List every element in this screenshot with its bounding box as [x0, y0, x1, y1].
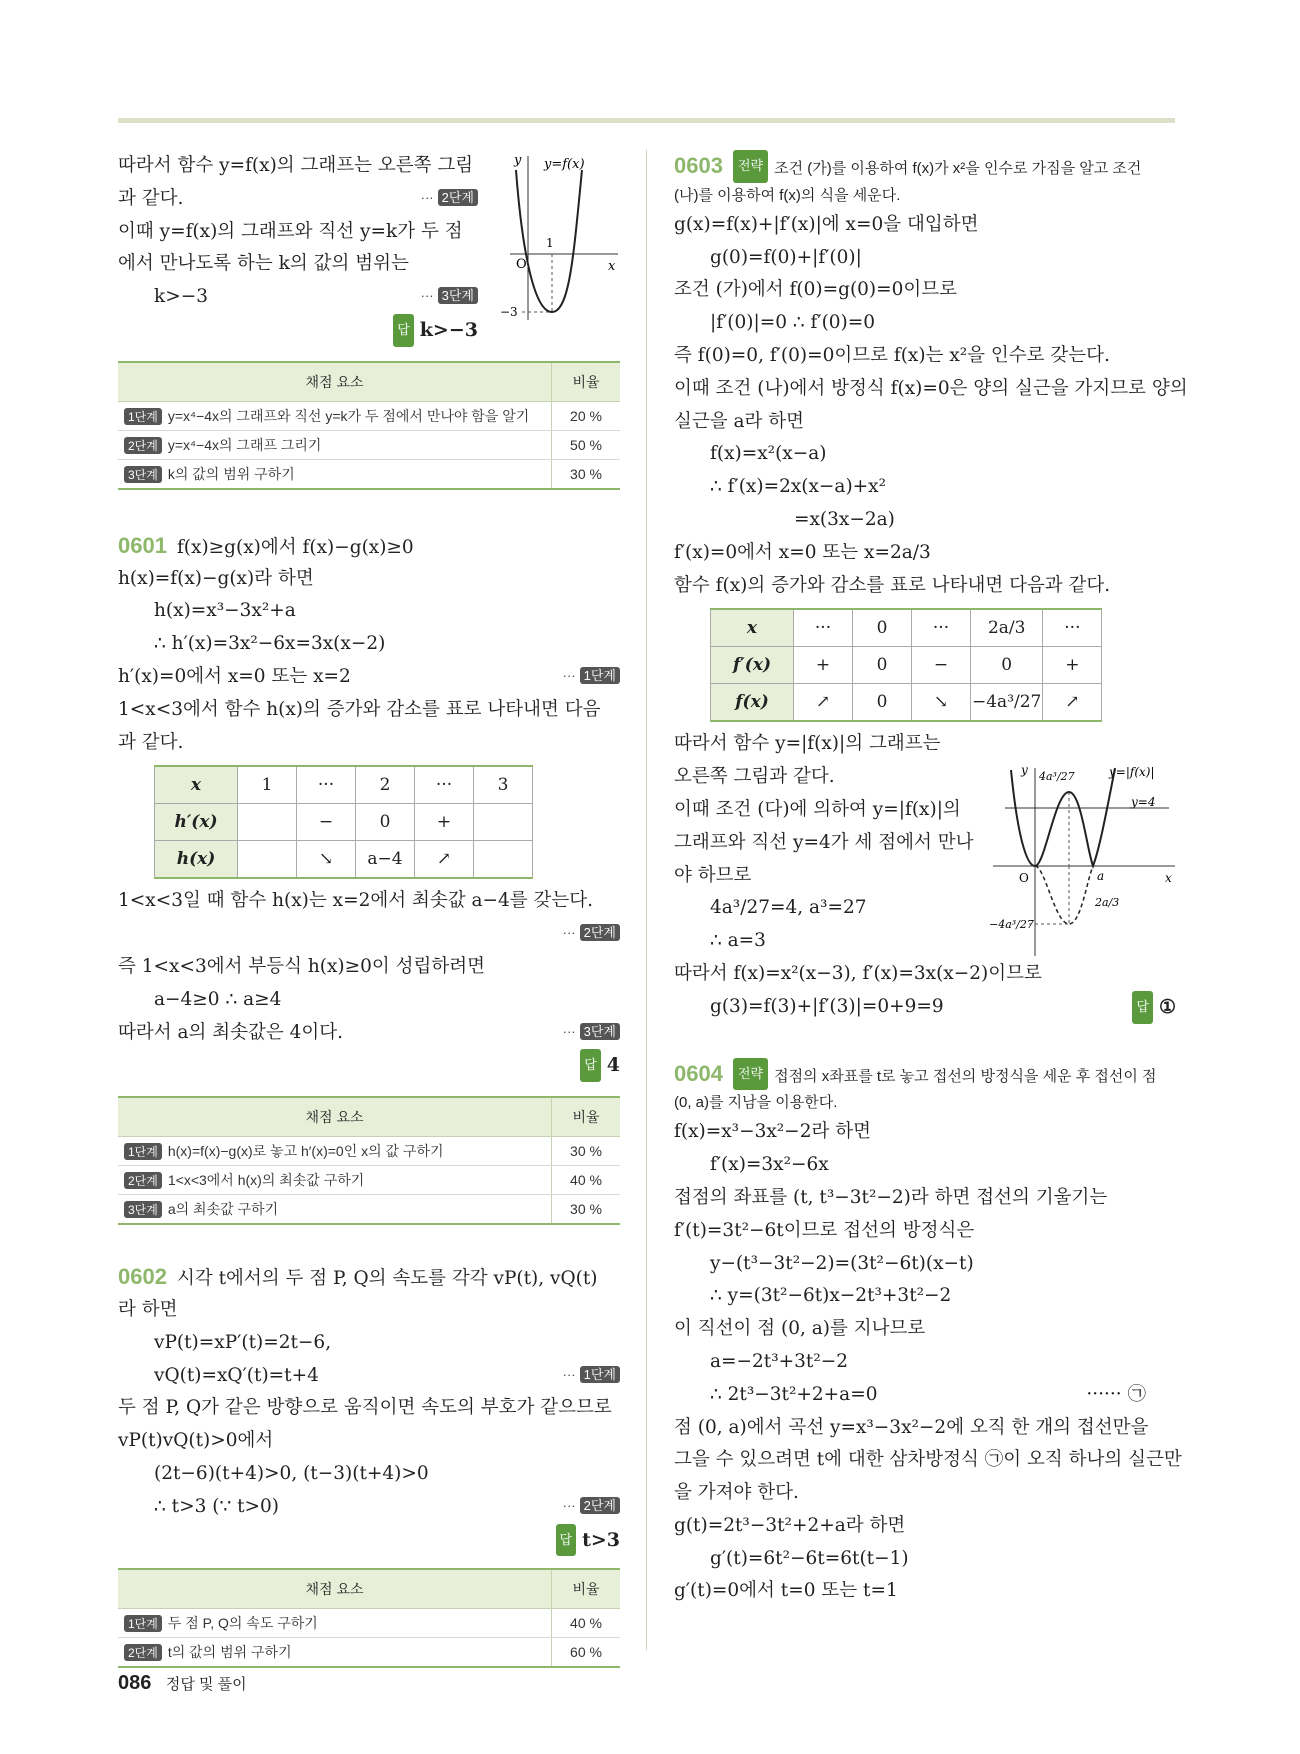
text-line: g(x)=f(x)+|f′(x)|에 x=0을 대입하면: [674, 213, 979, 235]
axis-y-label: y: [514, 153, 522, 168]
text-line: 1<x<3일 때 함수 h(x)는 x=2에서 최솟값 a−4를 갖는다.: [118, 890, 594, 912]
min-label: −4a³/27: [989, 918, 1034, 931]
step-badge: 1단계: [580, 667, 620, 684]
text-line: g(t)=2t³−3t²+2+a라 하면: [674, 1514, 906, 1536]
column-divider: [646, 150, 647, 1650]
text-line: 0604 전략 접점의 x좌표를 t로 놓고 접선의 방정식을 세운 후 접선이 점: [674, 1058, 1176, 1091]
variation-table-0603: x ··· 0 ··· 2a/3 ··· f′(x) + 0 − 0 + f(x) ↗ 0 ↘ −4a³/27 ↗: [710, 608, 1102, 722]
step-badge: 2단계: [580, 924, 620, 941]
scoring-table-0600: [118, 361, 620, 490]
text-line: 따라서 a의 최솟값은 4이다. ··· 3단계: [118, 1017, 620, 1050]
table-row: 2단계 1<x<3에서 h(x)의 최솟값 구하기 40 %: [118, 1166, 620, 1195]
text-line: 함수 f(x)의 증가와 감소를 표로 나타내면 다음과 같다.: [674, 574, 1111, 596]
step-badge: 3단계: [438, 287, 478, 304]
text-line: (나)를 이용하여 f(x)의 식을 세운다.: [674, 186, 901, 204]
text-line: 과 같다.: [118, 731, 184, 753]
tick-label: −3: [500, 305, 518, 319]
origin-label: O: [516, 257, 527, 272]
table-row: 3단계 a의 최솟값 구하기 30 %: [118, 1195, 620, 1225]
text-line: 따라서 함수 y=|f(x)|의 그래프는: [674, 733, 941, 755]
text-line: 4a³/27=4, a³=27: [710, 897, 867, 919]
text-line: 그을 수 있으려면 t에 대한 삼차방정식 ㉠이 오직 하나의 실근만: [674, 1449, 1182, 1471]
text-line: |f′(0)|=0 ∴ f′(0)=0: [710, 312, 876, 334]
table-row: 3단계 k의 값의 범위 구하기 30 %: [118, 459, 620, 489]
text-line: (0, a)를 지남을 이용한다.: [674, 1094, 838, 1112]
footer-label: 정답 및 풀이: [165, 1676, 247, 1693]
text-line: vP(t)=xP′(t)=2t−6,: [154, 1331, 332, 1353]
table-header: 비율: [552, 362, 621, 402]
page-number: 086: [118, 1672, 152, 1694]
tactic-badge: 전략: [733, 1058, 768, 1091]
text-line: ∴ a=3: [710, 930, 766, 952]
text-line: ∴ f′(x)=2x(x−a)+x²: [710, 476, 887, 498]
text-line: 을 가져야 한다.: [674, 1482, 799, 1504]
text-line: a=−2t³+3t²−2: [710, 1350, 849, 1372]
text-line: 0601 f(x)≥g(x)에서 f(x)−g(x)≥0: [118, 532, 414, 558]
text-line: 이때 y=f(x)의 그래프와 직선 y=k가 두 점: [118, 220, 463, 242]
line-label: y=4: [1131, 795, 1156, 809]
abs-cubic-graph: [989, 760, 1179, 960]
text-line: 따라서 f(x)=x²(x−3), f′(x)=3x(x−2)이므로: [674, 962, 1042, 984]
text-line: 즉 1<x<3에서 부등식 h(x)≥0이 성립하려면: [118, 955, 486, 977]
text-line: 즉 f(0)=0, f′(0)=0이므로 f(x)는 x²을 인수로 갖는다.: [674, 344, 1110, 366]
text-line: vP(t)vQ(t)>0에서: [118, 1430, 274, 1452]
text-line: 1<x<3에서 함수 h(x)의 증가와 감소를 표로 나타내면 다음: [118, 698, 601, 720]
text-line: ∴ 2t³−3t²+2+a=0 ······ ㉠: [674, 1379, 1176, 1412]
text-line: 야 하므로: [674, 864, 752, 886]
text-line: 접점의 좌표를 (t, t³−3t²−2)라 하면 접선의 기울기는: [674, 1186, 1108, 1208]
text-line: f′(x)=3x²−6x: [710, 1154, 829, 1176]
answer-line: [118, 314, 478, 347]
answer-value: 4: [606, 1054, 620, 1077]
table-row: 2단계 y=x⁴−4x의 그래프 그리기 50 %: [118, 430, 620, 459]
step-badge: 2단계: [438, 189, 478, 206]
text-line: 오른쪽 그림과 같다.: [674, 766, 835, 788]
text-line: 0602 시각 t에서의 두 점 P, Q의 속도를 각각 vP(t), vQ(t): [118, 1264, 598, 1290]
curve-label: y=f(x): [544, 157, 585, 172]
axis-y-label: y: [1021, 763, 1028, 777]
top-rule: [118, 118, 1175, 123]
tactic-badge: 전략: [733, 150, 768, 183]
tick-label: 1: [546, 236, 554, 250]
text-line: ··· 2단계: [118, 918, 620, 951]
text-line: g′(t)=0에서 t=0 또는 t=1: [674, 1580, 898, 1602]
text-line: 이때 조건 (다)에 의하여 y=|f(x)|의: [674, 798, 961, 820]
problem-number: 0601: [118, 532, 167, 558]
max-label: 4a³/27: [1039, 770, 1075, 783]
text-line: (2t−6)(t+4)>0, (t−3)(t+4)>0: [154, 1462, 429, 1484]
scoring-table-0601: 채점 요소 비율 1단계 h(x)=f(x)−g(x)로 놓고 h′(x)=0인 x의 값 구하기 30 % 2단계 1<x<3에서 h(x)의 최솟값 구하기 40 % 3단계 a의 최솟값 구하기 30 %: [118, 1096, 620, 1225]
text-line: ∴ t>3 (∵ t>0) ··· 2단계: [118, 1491, 620, 1524]
right-column: [674, 150, 1188, 1608]
scoring-table-0602: 채점 요소 비율 1단계 두 점 P, Q의 속도 구하기 40 % 2단계 t의 값의 범위 구하기 60 %: [118, 1568, 620, 1668]
axis-x-label: x: [1165, 871, 1172, 885]
table-header: 채점 요소: [118, 362, 552, 402]
answer-tag: 답: [556, 1524, 577, 1557]
root-label: a: [1097, 869, 1105, 883]
table-row: 1단계 두 점 P, Q의 속도 구하기 40 %: [118, 1609, 620, 1638]
text-line: y−(t³−3t²−2)=(3t²−6t)(x−t): [710, 1252, 974, 1274]
text-line: ∴ h′(x)=3x²−6x=3x(x−2): [154, 633, 386, 655]
text-line: 0603 전략 조건 (가)를 이용하여 f(x)가 x²을 인수로 가짐을 알고 조건: [674, 150, 1176, 183]
left-column: [118, 150, 620, 1668]
origin-label: O: [1019, 871, 1029, 885]
text-line: 조건 (가)에서 f(0)=g(0)=0이므로: [674, 279, 958, 301]
text-line: a−4≥0 ∴ a≥4: [154, 988, 282, 1010]
page-footer: [118, 1672, 247, 1695]
text-line: 따라서 함수 y=f(x)의 그래프는 오른쪽 그림: [118, 155, 474, 176]
table-row: 1단계 h(x)=f(x)−g(x)로 놓고 h′(x)=0인 x의 값 구하기 30 %: [118, 1137, 620, 1166]
quartic-graph: [500, 150, 620, 330]
text-line: 그래프와 직선 y=4가 세 점에서 만나: [674, 831, 974, 853]
text-line: f(x)=x³−3x²−2라 하면: [674, 1121, 871, 1143]
text-line: 실근을 a라 하면: [674, 410, 805, 432]
text-line: k>−3 ··· 3단계: [118, 281, 478, 314]
curve-label: y=|f(x)|: [1109, 765, 1155, 779]
text-line: 두 점 P, Q가 같은 방향으로 움직이면 속도의 부호가 같으므로: [118, 1397, 612, 1419]
text-line: f′(x)=0에서 x=0 또는 x=2a/3: [674, 541, 931, 563]
answer-value: ①: [1158, 995, 1176, 1018]
problem-0602-solution: [118, 1261, 620, 1556]
text-line: h′(x)=0에서 x=0 또는 x=2 ··· 1단계: [118, 661, 620, 694]
text-line: =x(3x−2a): [794, 508, 895, 530]
text-line: g(0)=f(0)+|f′(0)|: [710, 246, 862, 268]
text-line: 이 직선이 점 (0, a)를 지나므로: [674, 1318, 926, 1340]
table-row: 1단계 y=x⁴−4x의 그래프와 직선 y=k가 두 점에서 만나야 함을 알기 20 %: [118, 401, 620, 430]
text-line: 에서 만나도록 하는 k의 값의 범위는: [118, 253, 409, 275]
problem-number: 0602: [118, 1264, 167, 1290]
problem-0603-solution: [674, 150, 1188, 1024]
text-line: 라 하면: [118, 1298, 178, 1320]
step-badge: 1단계: [580, 1366, 620, 1383]
text-line: f′(t)=3t²−6t이므로 접선의 방정식은: [674, 1219, 975, 1241]
problem-0604-solution: [674, 1058, 1182, 1609]
problem-number: 0604: [674, 1060, 723, 1086]
problem-0600-solution: [118, 150, 620, 347]
problem-number: 0603: [674, 153, 723, 178]
answer-tag: 답: [1132, 991, 1153, 1024]
text-line: h(x)=x³−3x²+a: [154, 600, 296, 622]
step-badge: 2단계: [580, 1497, 620, 1514]
text-line: 과 같다. ··· 2단계: [118, 183, 478, 216]
equation-marker: ······ ㉠: [1086, 1383, 1146, 1405]
text-line: vQ(t)=xQ′(t)=t+4 ··· 1단계: [118, 1360, 620, 1393]
text-line: 점 (0, a)에서 곡선 y=x³−3x²−2에 오직 한 개의 접선만을: [674, 1416, 1149, 1438]
text-line: h(x)=f(x)−g(x)라 하면: [118, 567, 314, 589]
text-line: g′(t)=6t²−6t=6t(t−1): [710, 1547, 909, 1569]
table-row: 2단계 t의 값의 범위 구하기 60 %: [118, 1638, 620, 1668]
original-curve: [1035, 866, 1093, 924]
answer-line: [118, 1049, 620, 1082]
problem-0601-solution: [118, 530, 620, 1082]
variation-table-0601: x 1 ··· 2 ··· 3 h′(x) − 0 + h(x) ↘ a−4 ↗: [154, 765, 533, 879]
answer-line: [118, 1524, 620, 1557]
answer-tag: 답: [393, 314, 414, 347]
text-line: ∴ y=(3t²−6t)x−2t³+3t²−2: [710, 1285, 952, 1307]
text-line: g(3)=f(3)+|f′(3)|=0+9=9 답 ①: [674, 991, 1176, 1024]
answer-value: t>3: [582, 1528, 620, 1551]
text-line: f(x)=x²(x−a): [710, 443, 827, 465]
step-badge: 3단계: [580, 1023, 620, 1040]
critical-label: 2a/3: [1095, 896, 1120, 909]
answer-value: k>−3: [419, 318, 478, 341]
axis-x-label: x: [608, 259, 616, 274]
answer-tag: 답: [580, 1049, 601, 1082]
text-line: 이때 조건 (나)에서 방정식 f(x)=0은 양의 실근을 가지므로 양의: [674, 377, 1188, 399]
